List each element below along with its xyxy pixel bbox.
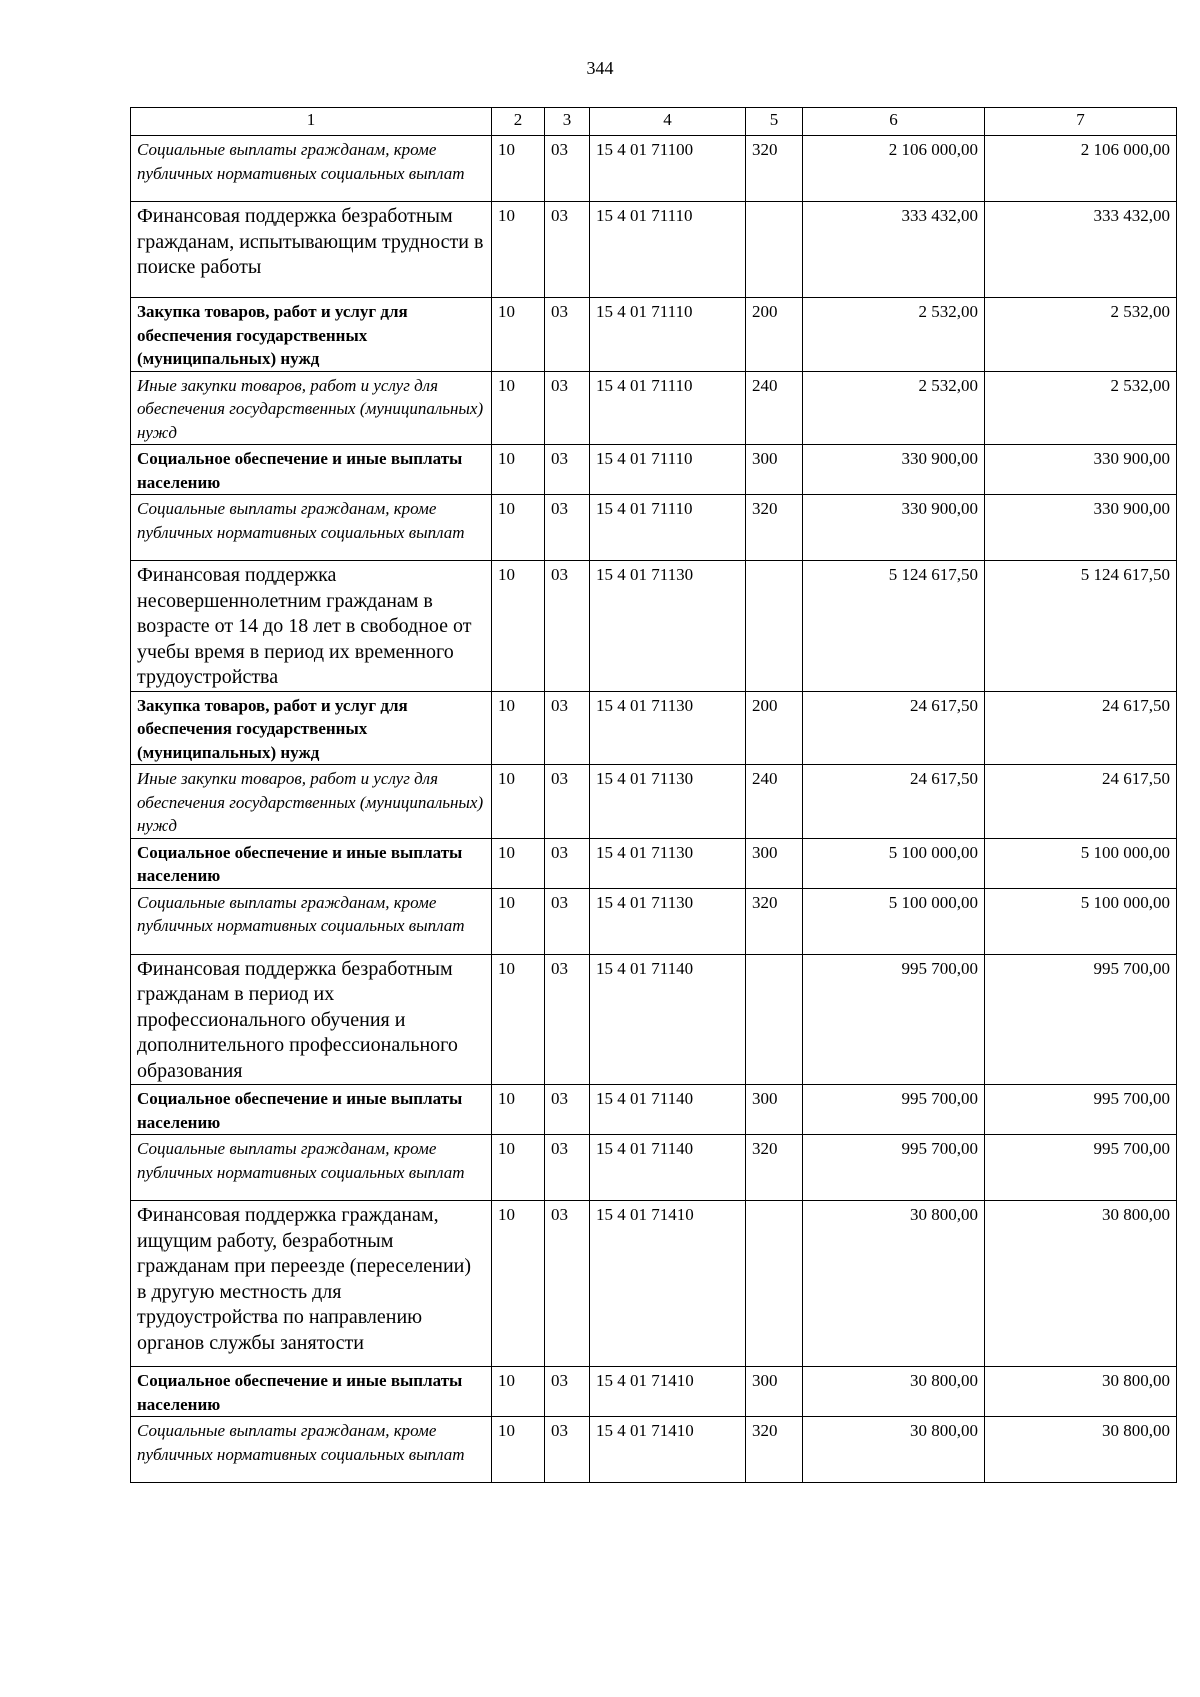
cell-amount-year-1: 330 900,00 — [803, 445, 985, 495]
cell-subsection: 03 — [545, 371, 590, 445]
cell-amount-year-2: 2 532,00 — [985, 298, 1177, 372]
cell-target-code: 15 4 01 71140 — [590, 1135, 746, 1201]
cell-amount-year-2: 333 432,00 — [985, 202, 1177, 298]
budget-table — [130, 107, 1177, 1483]
cell-name: Иные закупки товаров, работ и услуг для обеспечения государственных (муниципальных) нужд — [131, 765, 492, 839]
cell-section: 10 — [492, 371, 545, 445]
cell-section: 10 — [492, 838, 545, 888]
cell-amount-year-1: 995 700,00 — [803, 1135, 985, 1201]
cell-subsection: 03 — [545, 445, 590, 495]
table-row — [131, 1085, 1177, 1135]
table-row — [131, 298, 1177, 372]
cell-amount-year-2: 995 700,00 — [985, 1135, 1177, 1201]
cell-amount-year-1: 2 106 000,00 — [803, 136, 985, 202]
cell-target-code: 15 4 01 71410 — [590, 1417, 746, 1483]
cell-expense-type: 320 — [746, 1417, 803, 1483]
cell-amount-year-2: 5 100 000,00 — [985, 838, 1177, 888]
table-header — [131, 108, 1177, 136]
cell-amount-year-2: 330 900,00 — [985, 445, 1177, 495]
cell-target-code: 15 4 01 71110 — [590, 298, 746, 372]
cell-expense-type: 200 — [746, 691, 803, 765]
cell-section: 10 — [492, 202, 545, 298]
cell-amount-year-1: 333 432,00 — [803, 202, 985, 298]
cell-amount-year-1: 24 617,50 — [803, 691, 985, 765]
cell-target-code: 15 4 01 71110 — [590, 495, 746, 561]
cell-subsection: 03 — [545, 1417, 590, 1483]
cell-name: Социальные выплаты гражданам, кроме публичных нормативных социальных выплат — [131, 888, 492, 954]
cell-amount-year-1: 5 124 617,50 — [803, 561, 985, 692]
cell-name: Закупка товаров, работ и услуг для обеспечения государственных (муниципальных) нужд — [131, 298, 492, 372]
cell-name: Социальное обеспечение и иные выплаты населению — [131, 1367, 492, 1417]
table-row — [131, 1201, 1177, 1367]
page-number: 344 — [586, 58, 614, 78]
cell-section: 10 — [492, 765, 545, 839]
cell-amount-year-2: 30 800,00 — [985, 1201, 1177, 1367]
cell-target-code: 15 4 01 71110 — [590, 445, 746, 495]
table-row — [131, 838, 1177, 888]
cell-amount-year-2: 2 532,00 — [985, 371, 1177, 445]
cell-expense-type: 320 — [746, 136, 803, 202]
cell-target-code: 15 4 01 71100 — [590, 136, 746, 202]
cell-name: Финансовая поддержка безработным гражданам, испытывающим трудности в поиске работы — [131, 202, 492, 298]
cell-section: 10 — [492, 1085, 545, 1135]
cell-subsection: 03 — [545, 954, 590, 1085]
table-row — [131, 954, 1177, 1085]
cell-expense-type: 300 — [746, 1367, 803, 1417]
cell-name: Социальное обеспечение и иные выплаты населению — [131, 1085, 492, 1135]
cell-amount-year-1: 24 617,50 — [803, 765, 985, 839]
cell-subsection: 03 — [545, 1367, 590, 1417]
table-body — [131, 136, 1177, 1483]
cell-target-code: 15 4 01 71130 — [590, 838, 746, 888]
cell-name: Социальное обеспечение и иные выплаты населению — [131, 445, 492, 495]
cell-section: 10 — [492, 1135, 545, 1201]
table-row — [131, 136, 1177, 202]
column-header-7: 7 — [985, 108, 1177, 136]
cell-amount-year-1: 2 532,00 — [803, 371, 985, 445]
cell-amount-year-1: 5 100 000,00 — [803, 838, 985, 888]
cell-target-code: 15 4 01 71130 — [590, 765, 746, 839]
cell-amount-year-2: 2 106 000,00 — [985, 136, 1177, 202]
cell-name: Финансовая поддержка гражданам, ищущим работу, безработным гражданам при переезде (переселении) в другую местность для трудоустройства по направлению органов службы занятости — [131, 1201, 492, 1367]
column-header-5: 5 — [746, 108, 803, 136]
cell-section: 10 — [492, 445, 545, 495]
cell-target-code: 15 4 01 71140 — [590, 954, 746, 1085]
cell-amount-year-2: 24 617,50 — [985, 691, 1177, 765]
cell-target-code: 15 4 01 71130 — [590, 888, 746, 954]
cell-target-code: 15 4 01 71110 — [590, 371, 746, 445]
column-header-2: 2 — [492, 108, 545, 136]
cell-subsection: 03 — [545, 691, 590, 765]
cell-target-code: 15 4 01 71110 — [590, 202, 746, 298]
cell-amount-year-2: 5 100 000,00 — [985, 888, 1177, 954]
cell-amount-year-1: 995 700,00 — [803, 954, 985, 1085]
cell-section: 10 — [492, 1201, 545, 1367]
cell-subsection: 03 — [545, 1135, 590, 1201]
cell-expense-type — [746, 561, 803, 692]
cell-expense-type: 320 — [746, 1135, 803, 1201]
cell-subsection: 03 — [545, 298, 590, 372]
cell-subsection: 03 — [545, 495, 590, 561]
cell-section: 10 — [492, 888, 545, 954]
table-row — [131, 495, 1177, 561]
cell-target-code: 15 4 01 71410 — [590, 1367, 746, 1417]
column-header-4: 4 — [590, 108, 746, 136]
cell-section: 10 — [492, 136, 545, 202]
cell-name: Финансовая поддержка несовершеннолетним гражданам в возрасте от 14 до 18 лет в свободное от учебы время в период их временного трудоустройства — [131, 561, 492, 692]
cell-expense-type — [746, 202, 803, 298]
cell-expense-type: 320 — [746, 495, 803, 561]
cell-name: Иные закупки товаров, работ и услуг для обеспечения государственных (муниципальных) нужд — [131, 371, 492, 445]
table-row — [131, 202, 1177, 298]
cell-section: 10 — [492, 1417, 545, 1483]
table-row — [131, 445, 1177, 495]
cell-name: Закупка товаров, работ и услуг для обеспечения государственных (муниципальных) нужд — [131, 691, 492, 765]
cell-subsection: 03 — [545, 202, 590, 298]
cell-subsection: 03 — [545, 1085, 590, 1135]
cell-target-code: 15 4 01 71130 — [590, 691, 746, 765]
cell-amount-year-1: 30 800,00 — [803, 1417, 985, 1483]
cell-amount-year-1: 330 900,00 — [803, 495, 985, 561]
column-header-3: 3 — [545, 108, 590, 136]
cell-amount-year-2: 30 800,00 — [985, 1367, 1177, 1417]
table-row — [131, 561, 1177, 692]
cell-amount-year-1: 2 532,00 — [803, 298, 985, 372]
cell-amount-year-2: 5 124 617,50 — [985, 561, 1177, 692]
cell-section: 10 — [492, 561, 545, 692]
cell-subsection: 03 — [545, 1201, 590, 1367]
column-header-1: 1 — [131, 108, 492, 136]
table-row — [131, 1135, 1177, 1201]
cell-expense-type: 200 — [746, 298, 803, 372]
table-row — [131, 1417, 1177, 1483]
cell-expense-type — [746, 1201, 803, 1367]
cell-expense-type — [746, 954, 803, 1085]
cell-amount-year-1: 30 800,00 — [803, 1201, 985, 1367]
cell-name: Социальные выплаты гражданам, кроме публичных нормативных социальных выплат — [131, 1135, 492, 1201]
cell-expense-type: 240 — [746, 765, 803, 839]
cell-name: Социальные выплаты гражданам, кроме публичных нормативных социальных выплат — [131, 1417, 492, 1483]
cell-subsection: 03 — [545, 765, 590, 839]
cell-subsection: 03 — [545, 888, 590, 954]
cell-expense-type: 300 — [746, 838, 803, 888]
cell-expense-type: 320 — [746, 888, 803, 954]
cell-expense-type: 300 — [746, 445, 803, 495]
cell-name: Социальные выплаты гражданам, кроме публичных нормативных социальных выплат — [131, 495, 492, 561]
cell-expense-type: 300 — [746, 1085, 803, 1135]
header-row — [131, 108, 1177, 136]
cell-amount-year-2: 995 700,00 — [985, 1085, 1177, 1135]
cell-section: 10 — [492, 298, 545, 372]
cell-amount-year-1: 5 100 000,00 — [803, 888, 985, 954]
cell-amount-year-1: 995 700,00 — [803, 1085, 985, 1135]
cell-expense-type: 240 — [746, 371, 803, 445]
cell-amount-year-2: 995 700,00 — [985, 954, 1177, 1085]
table-row — [131, 691, 1177, 765]
cell-section: 10 — [492, 495, 545, 561]
cell-name: Социальное обеспечение и иные выплаты населению — [131, 838, 492, 888]
cell-subsection: 03 — [545, 838, 590, 888]
cell-name: Социальные выплаты гражданам, кроме публичных нормативных социальных выплат — [131, 136, 492, 202]
cell-section: 10 — [492, 691, 545, 765]
cell-amount-year-2: 330 900,00 — [985, 495, 1177, 561]
cell-target-code: 15 4 01 71130 — [590, 561, 746, 692]
table-row — [131, 765, 1177, 839]
table-row — [131, 1367, 1177, 1417]
column-header-6: 6 — [803, 108, 985, 136]
cell-amount-year-2: 24 617,50 — [985, 765, 1177, 839]
cell-target-code: 15 4 01 71410 — [590, 1201, 746, 1367]
cell-target-code: 15 4 01 71140 — [590, 1085, 746, 1135]
cell-section: 10 — [492, 954, 545, 1085]
cell-name: Финансовая поддержка безработным гражданам в период их профессионального обучения и дополнительного профессионального образования — [131, 954, 492, 1085]
cell-subsection: 03 — [545, 561, 590, 692]
table-row — [131, 888, 1177, 954]
cell-subsection: 03 — [545, 136, 590, 202]
table-row — [131, 371, 1177, 445]
cell-amount-year-2: 30 800,00 — [985, 1417, 1177, 1483]
cell-amount-year-1: 30 800,00 — [803, 1367, 985, 1417]
cell-section: 10 — [492, 1367, 545, 1417]
